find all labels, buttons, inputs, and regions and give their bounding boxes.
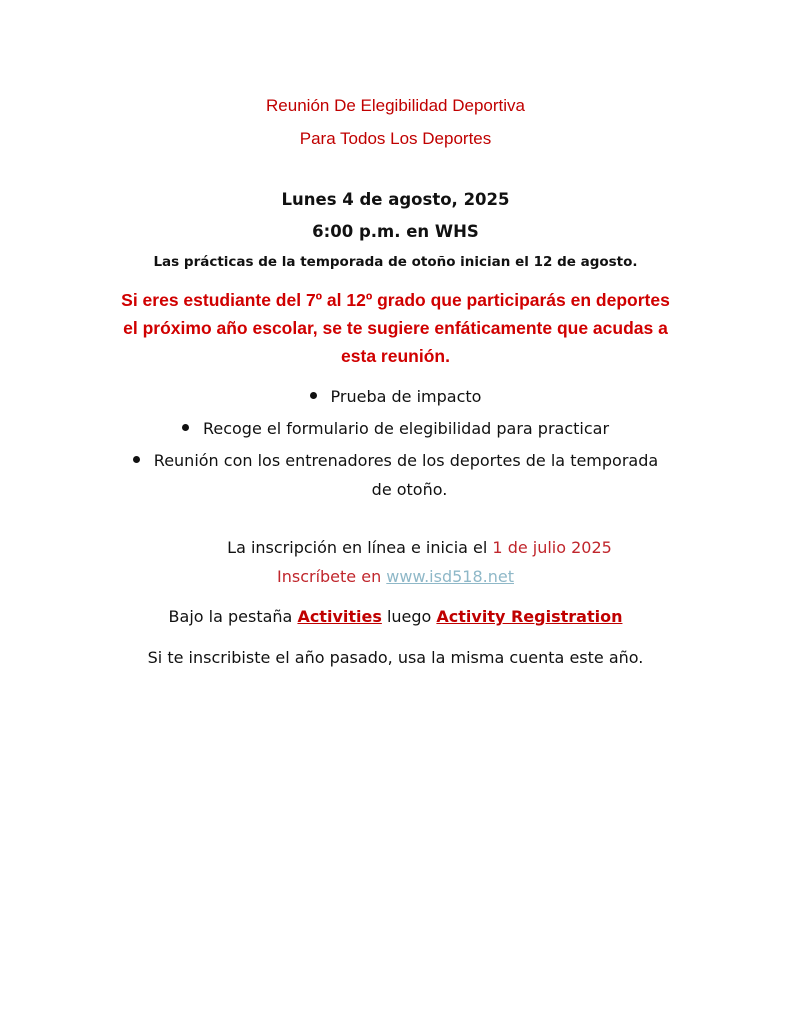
title-line-1: Reunión De Elegibilidad Deportiva xyxy=(266,96,525,115)
emphasis-line-3: esta reunión. xyxy=(341,346,450,366)
registration-intro-text: La inscripción en línea e inicia el xyxy=(227,538,493,557)
registration-start-date: 1 de julio 2025 xyxy=(492,538,612,557)
register-at-text: Inscríbete en xyxy=(277,567,387,586)
bullet-icon xyxy=(133,456,140,463)
list-item-text: Recoge el formulario de elegibilidad para practicar xyxy=(202,419,610,438)
emphasis-line-1: Si eres estudiante del 7º al 12º grado que participarás en deportes xyxy=(121,290,670,310)
activities-link[interactable]: Activities xyxy=(297,607,382,626)
list-item xyxy=(0,419,791,438)
activity-registration-link[interactable]: Activity Registration xyxy=(436,607,623,626)
emphasis-line-2: el próximo año escolar, se te sugiere enfáticamente que acudas a xyxy=(123,318,668,338)
list-item-text: Reunión con los entrenadores de los deportes de la temporada xyxy=(153,451,659,470)
tab-instructions xyxy=(0,607,791,626)
bullet-icon xyxy=(310,392,317,399)
practice-note: Las prácticas de la temporada de otoño inician el 12 de agosto. xyxy=(153,254,638,270)
list-item-text: Prueba de impacto xyxy=(330,387,482,406)
list-item-text: de otoño. xyxy=(371,480,448,499)
list-item-continuation xyxy=(14,480,791,499)
list-item xyxy=(0,451,791,470)
bullet-icon xyxy=(182,424,189,431)
register-at-line xyxy=(0,567,791,586)
list-item xyxy=(0,387,791,406)
website-link[interactable]: www.isd518.net xyxy=(386,567,514,586)
tab-prefix-text: Bajo la pestaña xyxy=(168,607,298,626)
event-time-place: 6:00 p.m. en WHS xyxy=(312,222,479,241)
title-line-2: Para Todos Los Deportes xyxy=(299,129,492,148)
tab-mid-text: luego xyxy=(381,607,437,626)
returning-note: Si te inscribiste el año pasado, usa la misma cuenta este año. xyxy=(147,648,644,667)
registration-intro xyxy=(24,538,791,557)
event-date: Lunes 4 de agosto, 2025 xyxy=(281,190,510,209)
